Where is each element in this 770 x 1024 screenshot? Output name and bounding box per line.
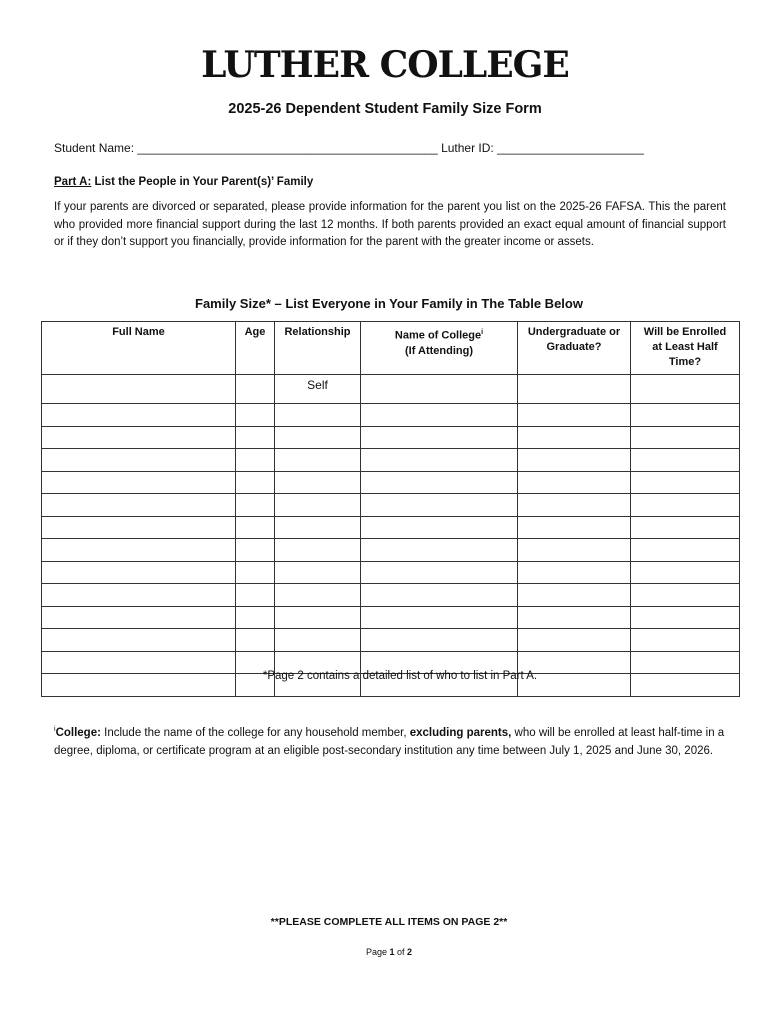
cell-college[interactable] bbox=[361, 516, 518, 539]
table-row bbox=[42, 584, 740, 607]
cell-enrolled[interactable] bbox=[631, 629, 740, 652]
cell-full-name[interactable] bbox=[42, 584, 236, 607]
cell-age[interactable] bbox=[236, 375, 275, 404]
cell-level[interactable] bbox=[518, 584, 631, 607]
cell-full-name[interactable] bbox=[42, 539, 236, 562]
part-a-heading bbox=[54, 176, 313, 188]
cell-relationship[interactable] bbox=[275, 449, 361, 472]
header-enrolled-line1: Will be Enrolled bbox=[643, 326, 727, 338]
cell-enrolled[interactable] bbox=[631, 449, 740, 472]
cell-enrolled[interactable] bbox=[631, 584, 740, 607]
cell-age[interactable] bbox=[236, 606, 275, 629]
cell-full-name[interactable] bbox=[42, 494, 236, 517]
header-relationship: Relationship bbox=[275, 322, 361, 375]
cell-college[interactable] bbox=[361, 494, 518, 517]
header-enrolled-line2: at Least Half bbox=[652, 341, 718, 353]
cell-relationship[interactable] bbox=[275, 494, 361, 517]
cell-enrolled[interactable] bbox=[631, 375, 740, 404]
cell-college[interactable] bbox=[361, 375, 518, 404]
college-note-text2: who will be enrolled at least half-time in a degree, diploma, or certificate program at an eligible post-secondary institution any time between July 1, 2025 and June 30, 2026. bbox=[54, 726, 725, 757]
cell-enrolled[interactable] bbox=[631, 426, 740, 449]
luther-id-label: Luther ID: bbox=[441, 141, 494, 155]
cell-college[interactable] bbox=[361, 606, 518, 629]
cell-level[interactable] bbox=[518, 561, 631, 584]
table-header-row bbox=[42, 322, 740, 375]
cell-level[interactable] bbox=[518, 375, 631, 404]
cell-full-name[interactable] bbox=[42, 471, 236, 494]
cell-age[interactable] bbox=[236, 539, 275, 562]
cell-college[interactable] bbox=[361, 471, 518, 494]
cell-level[interactable] bbox=[518, 404, 631, 427]
cell-college[interactable] bbox=[361, 426, 518, 449]
header-level-line1: Undergraduate or bbox=[527, 326, 621, 338]
table-row bbox=[42, 516, 740, 539]
table-row bbox=[42, 471, 740, 494]
cell-relationship[interactable] bbox=[275, 539, 361, 562]
header-level bbox=[518, 322, 631, 375]
table-row bbox=[42, 606, 740, 629]
college-note-label: College: bbox=[55, 726, 101, 739]
table-caption: Family Size* – List Everyone in Your Family in The Table Below bbox=[195, 296, 583, 311]
complete-page2-notice: **PLEASE COMPLETE ALL ITEMS ON PAGE 2** bbox=[270, 916, 508, 928]
cell-enrolled[interactable] bbox=[631, 471, 740, 494]
header-full-name: Full Name bbox=[42, 322, 236, 375]
page2-footnote: *Page 2 contains a detailed list of who to list in Part A. bbox=[262, 670, 538, 682]
family-size-table bbox=[41, 321, 740, 697]
cell-college[interactable] bbox=[361, 449, 518, 472]
table-row bbox=[42, 426, 740, 449]
table-row bbox=[42, 561, 740, 584]
cell-relationship[interactable] bbox=[275, 584, 361, 607]
table-row bbox=[42, 449, 740, 472]
student-info-line bbox=[54, 141, 644, 155]
cell-level[interactable] bbox=[518, 449, 631, 472]
cell-enrolled[interactable] bbox=[631, 516, 740, 539]
cell-relationship[interactable] bbox=[275, 561, 361, 584]
form-title: 2025-26 Dependent Student Family Size Form bbox=[228, 101, 542, 117]
cell-age[interactable] bbox=[236, 404, 275, 427]
college-footnote-mark: i bbox=[481, 329, 484, 336]
college-note-mark: i bbox=[54, 726, 56, 733]
cell-college[interactable] bbox=[361, 629, 518, 652]
cell-age[interactable] bbox=[236, 494, 275, 517]
cell-relationship[interactable] bbox=[275, 516, 361, 539]
cell-full-name[interactable] bbox=[42, 561, 236, 584]
college-logo: LUTHER COLLEGE bbox=[201, 44, 569, 86]
table-row bbox=[42, 629, 740, 652]
cell-full-name[interactable] bbox=[42, 449, 236, 472]
table-body bbox=[42, 375, 740, 697]
cell-level[interactable] bbox=[518, 426, 631, 449]
part-a-label: Part A: bbox=[54, 176, 92, 188]
cell-college[interactable] bbox=[361, 584, 518, 607]
header-college-line2: (If Attending) bbox=[404, 344, 473, 357]
table-row bbox=[42, 404, 740, 427]
cell-relationship[interactable] bbox=[275, 426, 361, 449]
cell-age[interactable] bbox=[236, 516, 275, 539]
cell-relationship-self: Self bbox=[275, 375, 361, 404]
college-note-emphasis: excluding parents, bbox=[409, 726, 512, 739]
student-name-label: Student Name: bbox=[54, 141, 135, 155]
cell-age[interactable] bbox=[236, 561, 275, 584]
cell-full-name[interactable] bbox=[42, 516, 236, 539]
table-row bbox=[42, 494, 740, 517]
header-enrolled bbox=[631, 322, 740, 375]
intro-paragraph: If your parents are divorced or separated, please provide information for the parent you list on the 2025-26 FAFSA. This the parent who provided more financial support during the last 12 months. If both parents provided an exact equal amount of financial support or if they don’t support you financially, provide information for the parent with the greater income or assets. bbox=[54, 201, 726, 248]
cell-full-name[interactable] bbox=[42, 606, 236, 629]
cell-enrolled[interactable] bbox=[631, 539, 740, 562]
luther-id-field[interactable]: ______________________ bbox=[497, 141, 644, 155]
cell-level[interactable] bbox=[518, 471, 631, 494]
cell-enrolled[interactable] bbox=[631, 561, 740, 584]
cell-full-name[interactable] bbox=[42, 404, 236, 427]
college-definition-note bbox=[54, 721, 734, 760]
cell-age[interactable] bbox=[236, 629, 275, 652]
page-total: 2 bbox=[407, 947, 413, 957]
table-row bbox=[42, 539, 740, 562]
college-note-text1: Include the name of the college for any household member, bbox=[100, 726, 410, 739]
cell-enrolled[interactable] bbox=[631, 494, 740, 517]
page-number bbox=[0, 947, 770, 957]
cell-full-name[interactable] bbox=[42, 375, 236, 404]
header-enrolled-line3: Time? bbox=[668, 356, 702, 368]
student-name-field[interactable]: _____________________________________________ bbox=[137, 141, 438, 155]
cell-full-name[interactable] bbox=[42, 426, 236, 449]
page-mid: of bbox=[394, 947, 408, 957]
page-prefix: Page bbox=[365, 947, 390, 957]
cell-relationship[interactable] bbox=[275, 471, 361, 494]
part-a-title: List the People in Your Parent(s)’ Family bbox=[91, 176, 314, 188]
header-age: Age bbox=[236, 322, 275, 375]
cell-level[interactable] bbox=[518, 516, 631, 539]
header-level-line2: Graduate? bbox=[546, 341, 602, 353]
cell-age[interactable] bbox=[236, 471, 275, 494]
header-college-line1: Name of College bbox=[394, 329, 482, 342]
table-row bbox=[42, 375, 740, 404]
cell-college[interactable] bbox=[361, 539, 518, 562]
cell-age[interactable] bbox=[236, 426, 275, 449]
cell-level[interactable] bbox=[518, 606, 631, 629]
cell-level[interactable] bbox=[518, 629, 631, 652]
cell-level[interactable] bbox=[518, 539, 631, 562]
header-college bbox=[361, 322, 518, 375]
cell-full-name[interactable] bbox=[42, 629, 236, 652]
cell-college[interactable] bbox=[361, 561, 518, 584]
cell-enrolled[interactable] bbox=[631, 606, 740, 629]
cell-level[interactable] bbox=[518, 494, 631, 517]
cell-enrolled[interactable] bbox=[631, 404, 740, 427]
cell-relationship[interactable] bbox=[275, 606, 361, 629]
cell-age[interactable] bbox=[236, 584, 275, 607]
cell-college[interactable] bbox=[361, 404, 518, 427]
page-current: 1 bbox=[389, 947, 395, 957]
cell-relationship[interactable] bbox=[275, 404, 361, 427]
cell-age[interactable] bbox=[236, 449, 275, 472]
cell-relationship[interactable] bbox=[275, 629, 361, 652]
